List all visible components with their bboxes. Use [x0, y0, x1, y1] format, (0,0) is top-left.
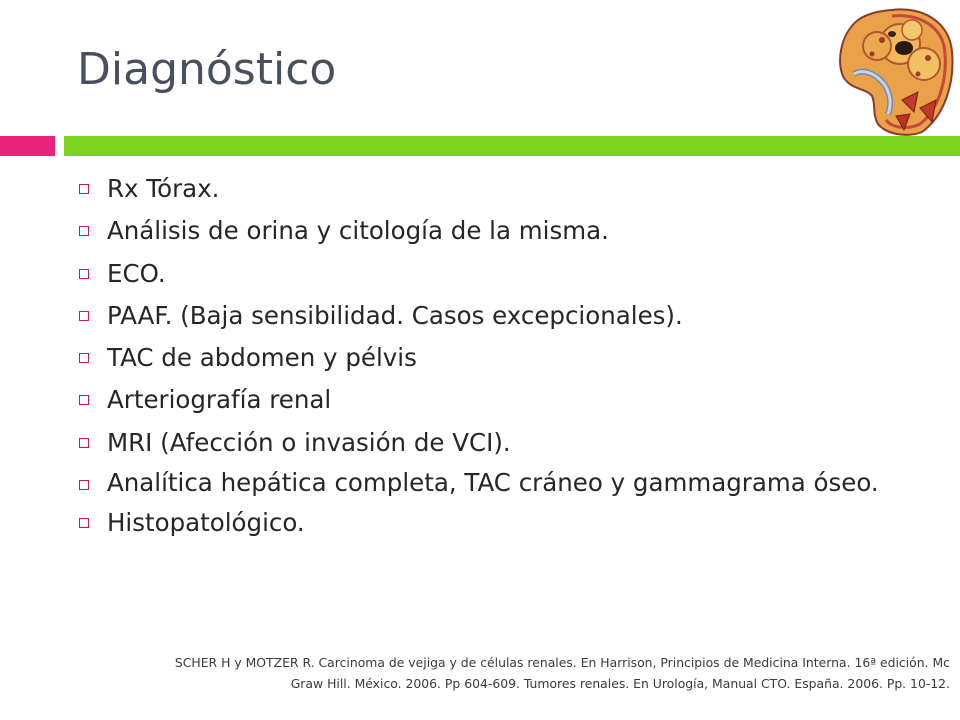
list-item-text: TAC de abdomen y pélvis	[107, 343, 417, 373]
citation-footnote	[10, 652, 950, 694]
list-item	[73, 381, 933, 419]
hollow-square-bullet-icon	[79, 311, 89, 321]
hollow-square-bullet-icon	[79, 395, 89, 405]
list-item	[73, 504, 933, 542]
hollow-square-bullet-icon	[79, 480, 89, 490]
hollow-square-bullet-icon	[79, 269, 89, 279]
list-item	[73, 212, 933, 250]
list-item	[73, 466, 933, 500]
list-item-text: Histopatológico.	[107, 508, 305, 538]
list-item-text: MRI (Afección o invasión de VCI).	[107, 427, 511, 457]
list-item-text: Análisis de orina y citología de la misma.	[107, 216, 609, 246]
hollow-square-bullet-icon	[79, 184, 89, 194]
hollow-square-bullet-icon	[79, 438, 89, 448]
list-item-text: Analítica hepática completa, TAC cráneo y gammagrama óseo.	[107, 468, 879, 498]
list-item-text: PAAF. (Baja sensibilidad. Casos excepcionales).	[107, 300, 683, 330]
list-item	[73, 255, 933, 293]
list-item	[73, 424, 933, 462]
bullet-list	[73, 170, 933, 547]
citation-line-2: Graw Hill. México. 2006. Pp 604-609. Tumores renales. En Urología, Manual CTO. España. 2006. Pp. 10-12.	[290, 676, 950, 691]
list-item-text: ECO.	[107, 258, 166, 288]
hollow-square-bullet-icon	[79, 518, 89, 528]
list-item	[73, 170, 933, 208]
hollow-square-bullet-icon	[79, 353, 89, 363]
slide-title: Diagnóstico	[77, 44, 337, 95]
accent-bar-pink	[0, 136, 55, 156]
list-item	[73, 339, 933, 377]
kidney-tumor-illustration	[832, 4, 956, 138]
list-item	[73, 297, 933, 335]
list-item-text: Rx Tórax.	[107, 174, 220, 203]
list-item-text: Arteriografía renal	[107, 385, 332, 415]
hollow-square-bullet-icon	[79, 226, 89, 236]
citation-line-1: SCHER H y MOTZER R. Carcinoma de vejiga y de células renales. En Harrison, Principios de Medicina Interna. 16ª edición. Mc	[174, 655, 950, 670]
accent-bar-green	[64, 136, 960, 156]
